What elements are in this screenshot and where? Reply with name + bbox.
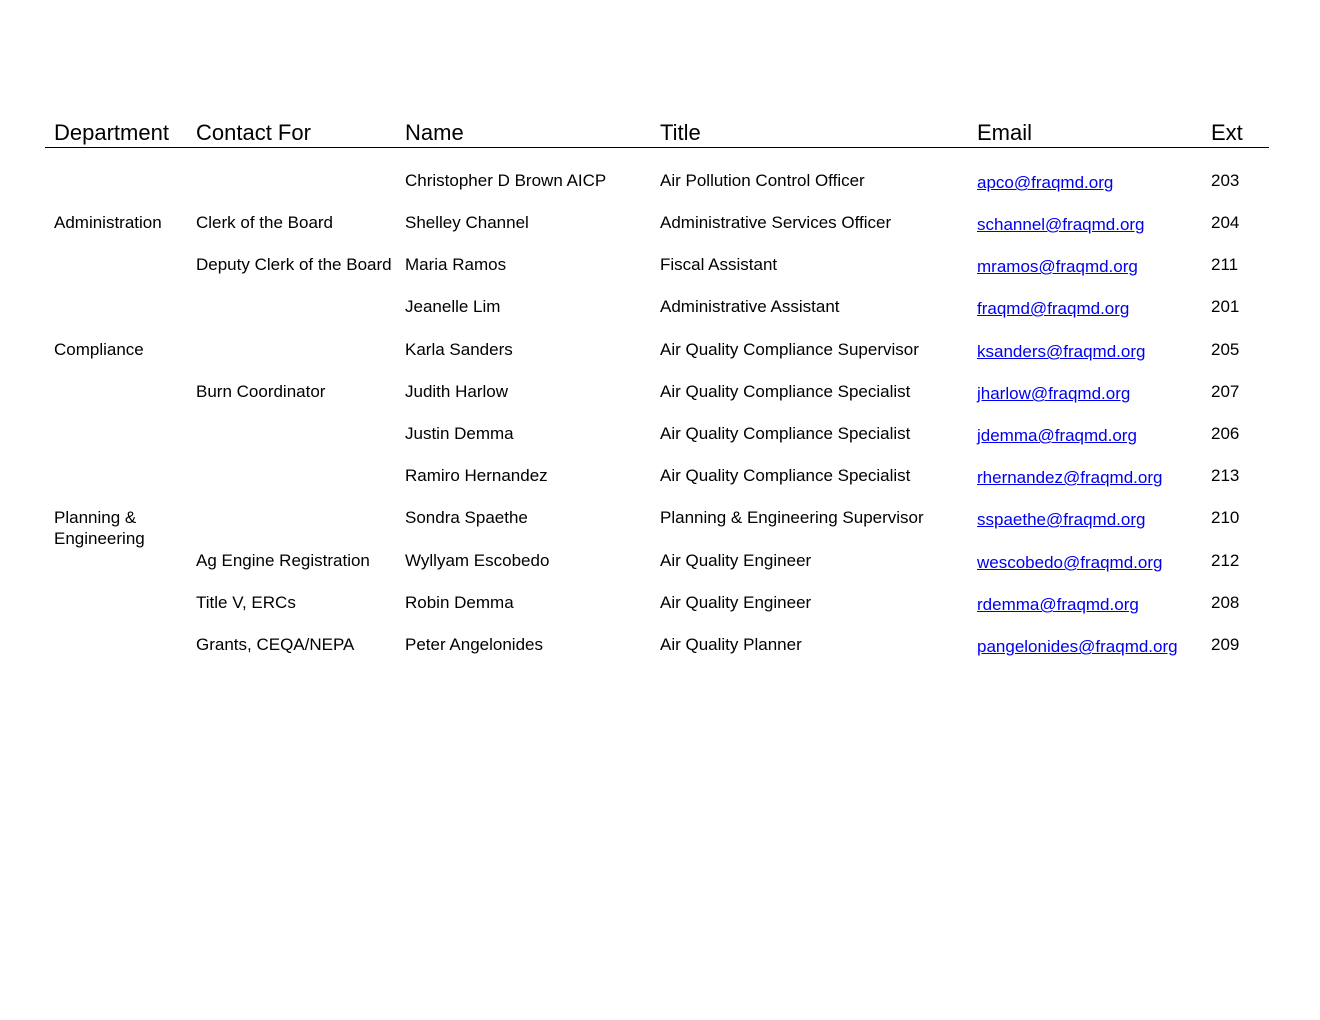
- cell-ext: 210: [1211, 508, 1240, 527]
- cell-title: Air Quality Compliance Specialist: [660, 466, 911, 485]
- cell-ext: 212: [1211, 551, 1240, 570]
- cell-ext: 213: [1211, 466, 1240, 485]
- cell-name: Wyllyam Escobedo: [405, 551, 550, 570]
- cell-name: Sondra Spaethe: [405, 508, 528, 527]
- cell-title: Air Pollution Control Officer: [660, 171, 865, 190]
- cell-contact-for: Clerk of the Board: [196, 213, 334, 232]
- cell-title: Air Quality Compliance Supervisor: [660, 340, 919, 359]
- email-link[interactable]: jharlow@fraqmd.org: [977, 384, 1131, 403]
- cell-name: Christopher D Brown AICP: [405, 171, 607, 190]
- header-ext: Ext: [1211, 120, 1243, 145]
- table-row: [0, 592, 1320, 634]
- table-row: [0, 634, 1320, 676]
- email-link[interactable]: schannel@fraqmd.org: [977, 215, 1145, 234]
- email-link[interactable]: rhernandez@fraqmd.org: [977, 468, 1163, 487]
- email-link[interactable]: ksanders@fraqmd.org: [977, 342, 1146, 361]
- cell-title: Fiscal Assistant: [660, 255, 778, 274]
- email-link[interactable]: apco@fraqmd.org: [977, 173, 1114, 192]
- table-row: [0, 550, 1320, 592]
- cell-title: Air Quality Engineer: [660, 593, 812, 612]
- cell-name: Peter Angelonides: [405, 635, 543, 654]
- cell-name: Maria Ramos: [405, 255, 507, 274]
- cell-title: Air Quality Engineer: [660, 551, 812, 570]
- cell-name: Robin Demma: [405, 593, 514, 612]
- cell-contact-for: Grants, CEQA/NEPA: [196, 635, 355, 654]
- cell-contact-for: Ag Engine Registration: [196, 551, 370, 570]
- table-row: [0, 212, 1320, 254]
- cell-title: Administrative Services Officer: [660, 213, 892, 232]
- header-department: Department: [54, 120, 169, 145]
- table-row: [0, 465, 1320, 507]
- cell-title: Air Quality Compliance Specialist: [660, 424, 911, 443]
- cell-name: Justin Demma: [405, 424, 514, 443]
- cell-contact-for: Title V, ERCs: [196, 593, 296, 612]
- table-row: [0, 254, 1320, 296]
- cell-contact-for: Burn Coordinator: [196, 382, 326, 401]
- table-row: [0, 170, 1320, 212]
- cell-ext: 204: [1211, 213, 1240, 232]
- email-link[interactable]: rdemma@fraqmd.org: [977, 595, 1139, 614]
- cell-contact-for: Deputy Clerk of the Board: [196, 255, 392, 274]
- cell-department: Administration: [54, 213, 162, 232]
- cell-ext: 211: [1211, 255, 1239, 274]
- email-link[interactable]: pangelonides@fraqmd.org: [977, 637, 1178, 656]
- cell-title: Air Quality Compliance Specialist: [660, 382, 911, 401]
- cell-ext: 205: [1211, 340, 1240, 359]
- cell-name: Shelley Channel: [405, 213, 529, 232]
- header-contact-for: Contact For: [196, 120, 311, 145]
- cell-title: Administrative Assistant: [660, 297, 840, 316]
- cell-name: Judith Harlow: [405, 382, 508, 401]
- email-link[interactable]: fraqmd@fraqmd.org: [977, 299, 1130, 318]
- cell-ext: 206: [1211, 424, 1240, 443]
- cell-ext: 203: [1211, 171, 1240, 190]
- cell-ext: 207: [1211, 382, 1240, 401]
- email-link[interactable]: sspaethe@fraqmd.org: [977, 510, 1146, 529]
- cell-title: Planning & Engineering Supervisor: [660, 508, 924, 527]
- cell-ext: 209: [1211, 635, 1240, 654]
- cell-name: Karla Sanders: [405, 340, 513, 359]
- table-row: [0, 296, 1320, 338]
- table-row: [0, 507, 1320, 549]
- table-row: [0, 339, 1320, 381]
- email-link[interactable]: wescobedo@fraqmd.org: [977, 553, 1163, 572]
- table-header: [45, 119, 1269, 148]
- cell-title: Air Quality Planner: [660, 635, 802, 654]
- header-title: Title: [660, 120, 701, 145]
- email-link[interactable]: mramos@fraqmd.org: [977, 257, 1138, 276]
- cell-department: Planning & Engineering: [54, 508, 145, 548]
- table-row: [0, 381, 1320, 423]
- header-name: Name: [405, 120, 464, 145]
- email-link[interactable]: jdemma@fraqmd.org: [977, 426, 1137, 445]
- table-row: [0, 423, 1320, 465]
- cell-ext: 208: [1211, 593, 1240, 612]
- header-email: Email: [977, 120, 1033, 145]
- cell-department: Compliance: [54, 340, 144, 359]
- cell-ext: 201: [1211, 297, 1240, 316]
- cell-name: Jeanelle Lim: [405, 297, 501, 316]
- cell-name: Ramiro Hernandez: [405, 466, 548, 485]
